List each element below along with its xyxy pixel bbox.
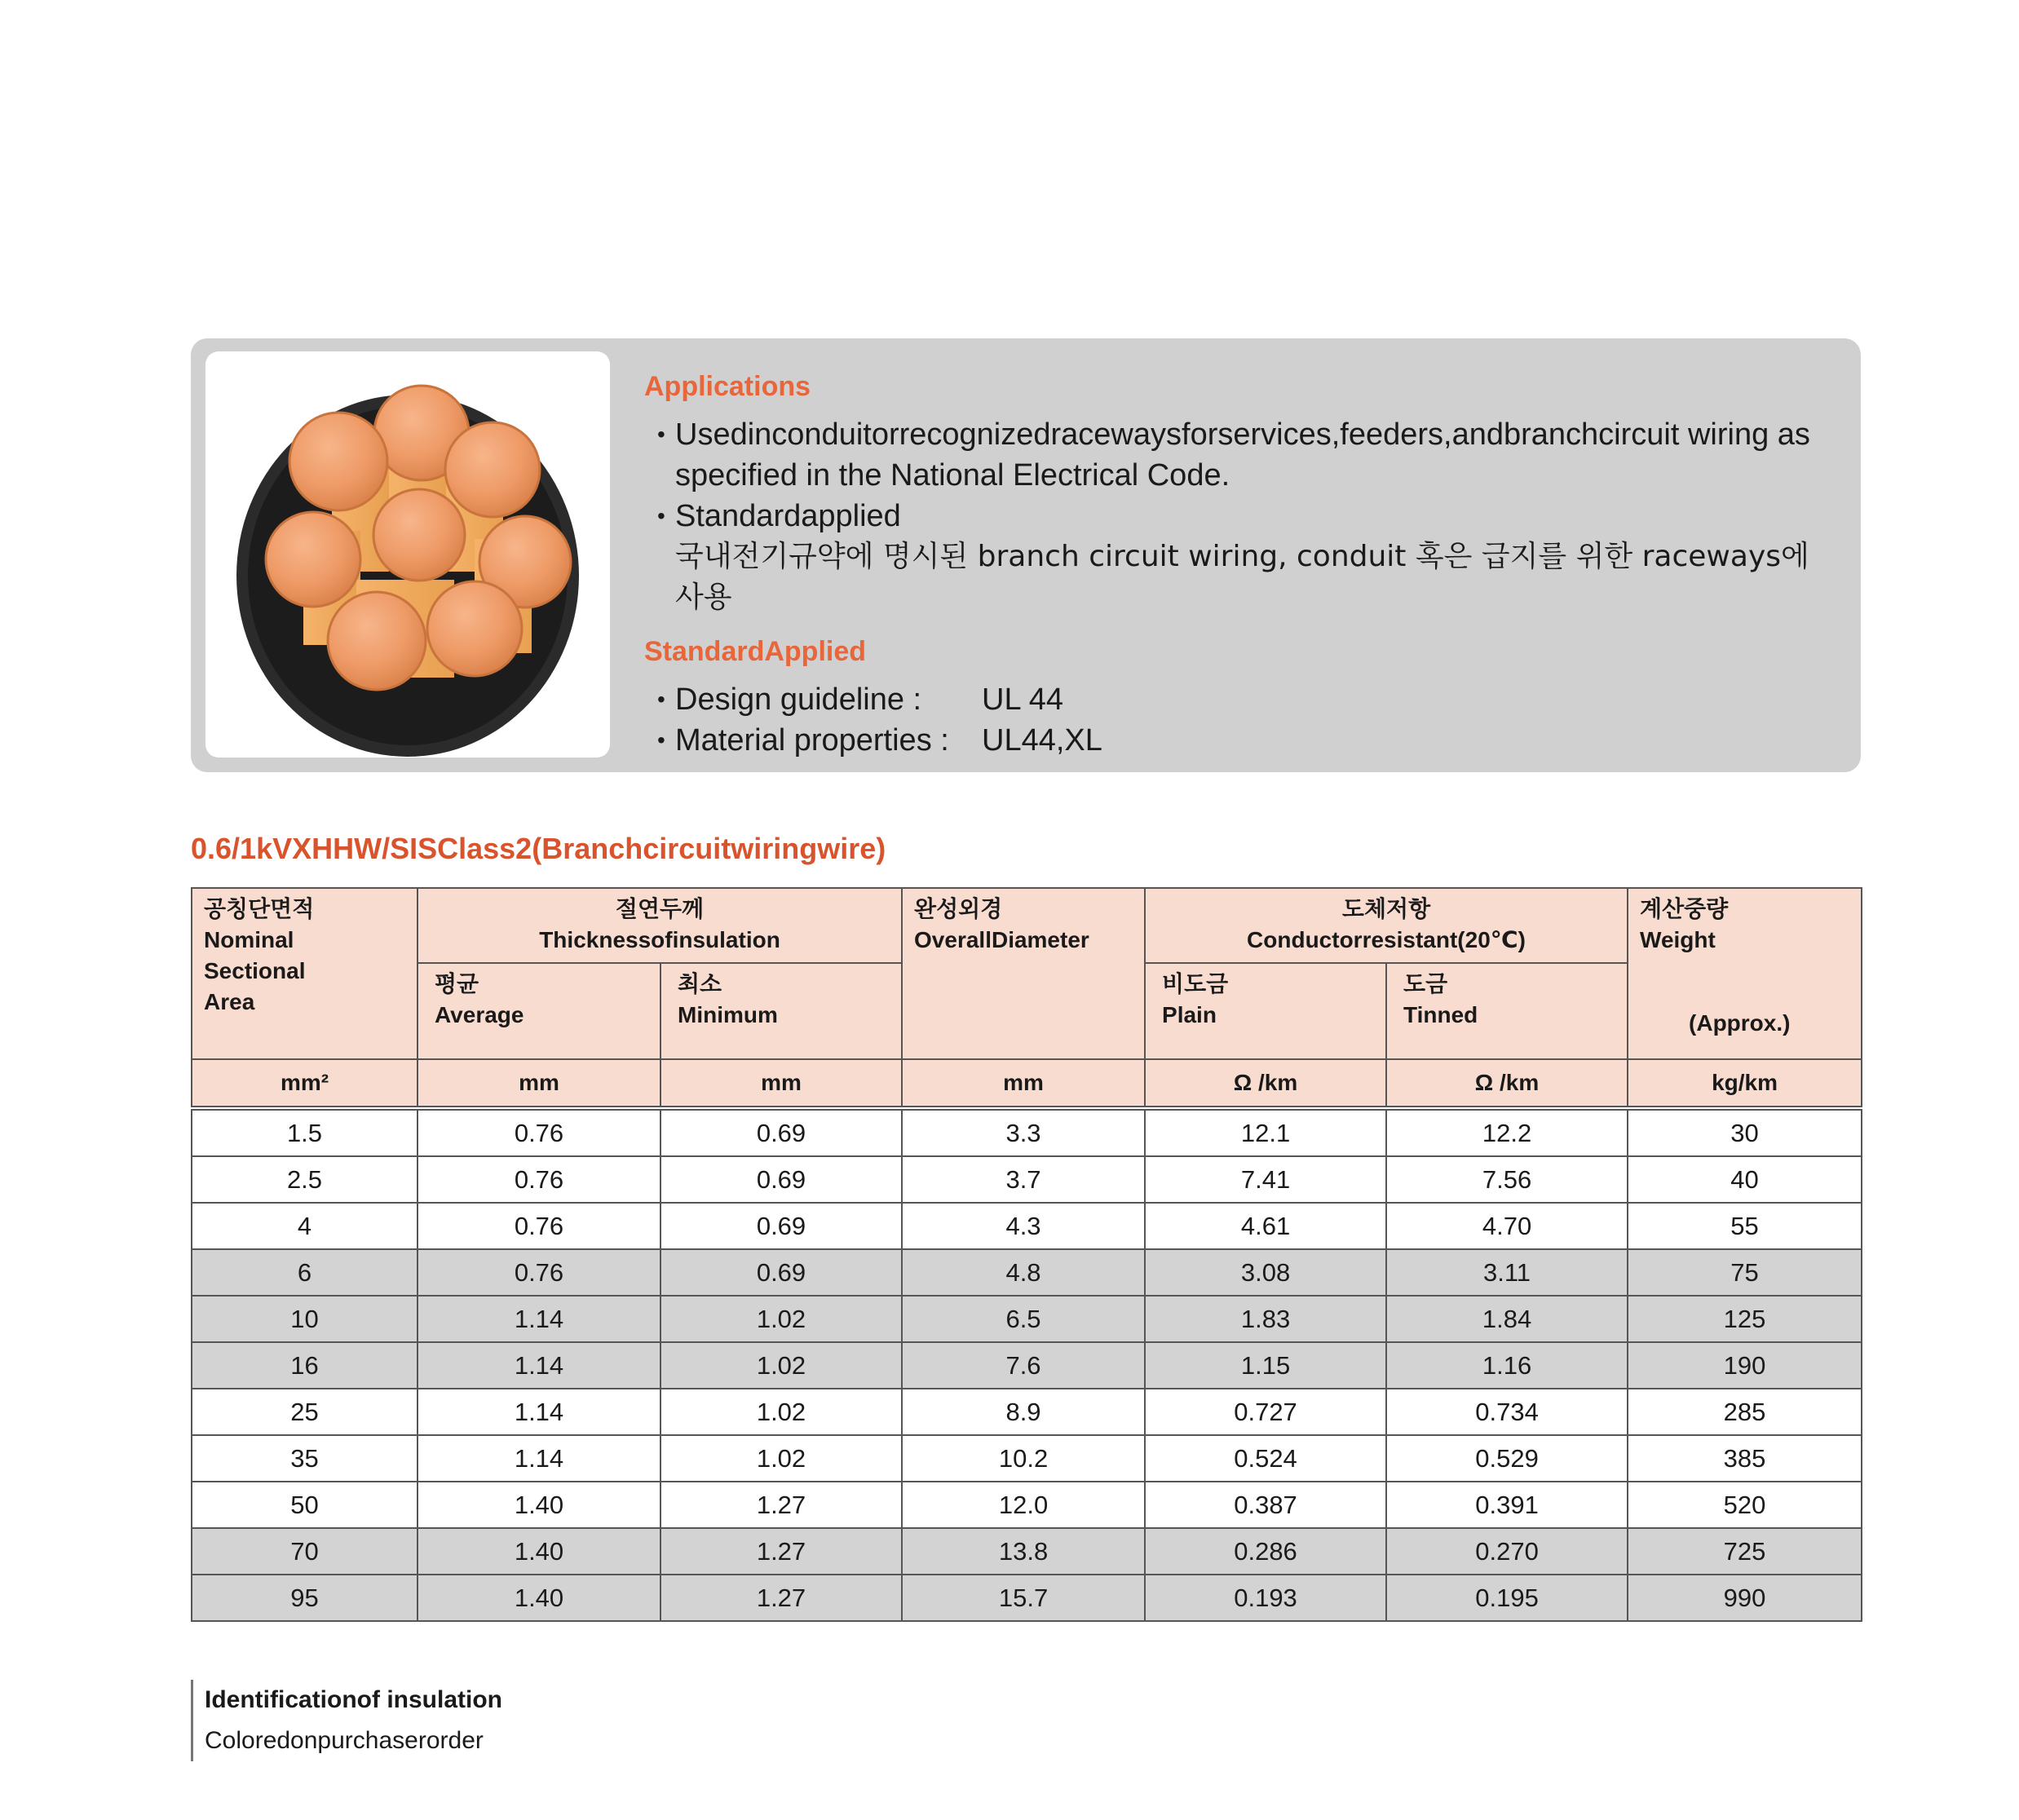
table-cell: 3.7 [902, 1156, 1145, 1203]
table-row [192, 1203, 1862, 1249]
table-cell: 1.40 [417, 1482, 660, 1528]
table-cell: 1.02 [660, 1389, 902, 1435]
table-cell: 285 [1628, 1389, 1862, 1435]
table-cell: 1.14 [417, 1342, 660, 1389]
header-insulation-en: Thicknessofinsulation [539, 927, 780, 952]
header-minimum-ko: 최소 [678, 971, 722, 996]
info-panel [191, 338, 1861, 772]
table-title: 0.6/1kVXHHW/SISClass2(Branchcircuitwiringwire) [191, 832, 886, 865]
header-insulation [417, 888, 902, 963]
unit-cell: kg/km [1628, 1059, 1862, 1107]
standard-row [657, 720, 1843, 761]
header-weight-ko: 계산중량 [1640, 896, 1729, 921]
application-bullet: • Standardapplied [657, 496, 1843, 537]
unit-cell: mm² [192, 1059, 417, 1107]
unit-cell: mm [660, 1059, 902, 1107]
application-bullet: • Usedinconduitorrecognizedracewaysforservices,feeders,andbranchcircuit wiring as specified in the National Electrical Code. [657, 414, 1843, 496]
cable-illustration [205, 351, 610, 758]
table-cell: 0.529 [1386, 1435, 1628, 1482]
table-cell: 10.2 [902, 1435, 1145, 1482]
table-cell: 0.387 [1145, 1482, 1386, 1528]
unit-cell: mm [902, 1059, 1145, 1107]
info-text [644, 371, 1843, 761]
table-cell: 990 [1628, 1575, 1862, 1621]
table-cell: 0.69 [660, 1249, 902, 1296]
standard-title: StandardApplied [644, 636, 867, 667]
unit-cell: mm [417, 1059, 660, 1107]
identification-block [191, 1680, 502, 1761]
table-cell: 6.5 [902, 1296, 1145, 1342]
table-cell: 385 [1628, 1435, 1862, 1482]
unit-cell: Ω /km [1386, 1059, 1628, 1107]
table-cell: 7.6 [902, 1342, 1145, 1389]
table-cell: 0.195 [1386, 1575, 1628, 1621]
table-cell: 8.9 [902, 1389, 1145, 1435]
standard-label: • Material properties : [675, 723, 949, 758]
table-cell: 0.69 [660, 1203, 902, 1249]
table-row [192, 1528, 1862, 1575]
table-cell: 12.1 [1145, 1110, 1386, 1156]
table-cell: 1.02 [660, 1435, 902, 1482]
table-body [192, 1107, 1862, 1621]
header-diameter [902, 888, 1145, 1059]
identification-title: Identificationof insulation [205, 1686, 502, 1713]
table-cell: 1.14 [417, 1389, 660, 1435]
table-cell: 2.5 [192, 1156, 417, 1203]
table-cell: 0.69 [660, 1110, 902, 1156]
table-cell: 0.734 [1386, 1389, 1628, 1435]
unit-cell: Ω /km [1145, 1059, 1386, 1107]
header-plain-en: Plain [1162, 1002, 1217, 1027]
header-weight-note: (Approx.) [1689, 1010, 1791, 1036]
header-weight-en: Weight [1640, 927, 1716, 952]
table-cell: 125 [1628, 1296, 1862, 1342]
header-resistance-en: Conductorresistant(20℃) [1247, 927, 1526, 952]
table-cell: 0.524 [1145, 1435, 1386, 1482]
table-cell: 12.2 [1386, 1110, 1628, 1156]
table-cell: 6 [192, 1249, 417, 1296]
table-cell: 1.27 [660, 1482, 902, 1528]
table-cell: 16 [192, 1342, 417, 1389]
table-cell: 520 [1628, 1482, 1862, 1528]
table-cell: 1.14 [417, 1435, 660, 1482]
header-area [192, 888, 417, 1059]
table-cell: 0.270 [1386, 1528, 1628, 1575]
cable-cross-section-image [205, 351, 610, 758]
table-row [192, 1296, 1862, 1342]
table-cell: 55 [1628, 1203, 1862, 1249]
table-cell: 25 [192, 1389, 417, 1435]
table-cell: 1.02 [660, 1296, 902, 1342]
table-cell: 1.27 [660, 1528, 902, 1575]
table-cell: 7.41 [1145, 1156, 1386, 1203]
table-cell: 1.14 [417, 1296, 660, 1342]
table-cell: 50 [192, 1482, 417, 1528]
standard-value: UL44,XL [982, 723, 1102, 758]
standard-row [657, 679, 1843, 720]
table-cell: 15.7 [902, 1575, 1145, 1621]
table-cell: 725 [1628, 1528, 1862, 1575]
header-tinned-en: Tinned [1403, 1002, 1478, 1027]
table-cell: 0.193 [1145, 1575, 1386, 1621]
header-average-ko: 평균 [435, 971, 479, 996]
table-row [192, 1156, 1862, 1203]
table-cell: 30 [1628, 1110, 1862, 1156]
table-cell: 70 [192, 1528, 417, 1575]
table-cell: 1.16 [1386, 1342, 1628, 1389]
header-tinned-ko: 도금 [1403, 971, 1448, 996]
table-cell: 0.76 [417, 1249, 660, 1296]
korean-note: 국내전기규약에 명시된 branch circuit wiring, conduit 혹은 급지를 위한 raceways에 사용 [675, 540, 1809, 614]
table-cell: 190 [1628, 1342, 1862, 1389]
header-insulation-ko: 절연두께 [615, 896, 705, 921]
table-cell: 1.15 [1145, 1342, 1386, 1389]
table-cell: 13.8 [902, 1528, 1145, 1575]
standard-value: UL 44 [982, 682, 1063, 717]
header-average-en: Average [435, 1002, 524, 1027]
table-cell: 4.8 [902, 1249, 1145, 1296]
table-cell: 4 [192, 1203, 417, 1249]
table-cell: 3.08 [1145, 1249, 1386, 1296]
identification-text: Coloredonpurchaserorder [205, 1727, 484, 1754]
table-cell: 7.56 [1386, 1156, 1628, 1203]
header-resistance [1145, 888, 1628, 963]
header-diameter-en: OverallDiameter [914, 927, 1089, 952]
table-cell: 95 [192, 1575, 417, 1621]
table-cell: 1.02 [660, 1342, 902, 1389]
table-cell: 4.61 [1145, 1203, 1386, 1249]
header-plain-ko: 비도금 [1162, 971, 1229, 996]
table-cell: 0.69 [660, 1156, 902, 1203]
spec-table [191, 887, 1862, 1622]
table-cell: 3.11 [1386, 1249, 1628, 1296]
table-cell: 10 [192, 1296, 417, 1342]
header-minimum-en: Minimum [678, 1002, 778, 1027]
table-row [192, 1342, 1862, 1389]
table-cell: 40 [1628, 1156, 1862, 1203]
table-cell: 12.0 [902, 1482, 1145, 1528]
header-weight [1628, 888, 1862, 1059]
table-row [192, 1389, 1862, 1435]
table-row [192, 1249, 1862, 1296]
table-cell: 0.391 [1386, 1482, 1628, 1528]
header-area-en: Nominal Sectional Area [204, 927, 306, 1014]
table-row [192, 1482, 1862, 1528]
header-average [417, 963, 660, 1059]
table-cell: 0.76 [417, 1110, 660, 1156]
header-diameter-ko: 완성외경 [914, 896, 1003, 921]
table-cell: 0.76 [417, 1156, 660, 1203]
table-cell: 0.286 [1145, 1528, 1386, 1575]
table-cell: 3.3 [902, 1110, 1145, 1156]
table-cell: 1.40 [417, 1528, 660, 1575]
header-plain [1145, 963, 1386, 1059]
table-cell: 1.84 [1386, 1296, 1628, 1342]
table-cell: 1.40 [417, 1575, 660, 1621]
table-cell: 75 [1628, 1249, 1862, 1296]
table-cell: 35 [192, 1435, 417, 1482]
table-row [192, 1110, 1862, 1156]
table-cell: 1.27 [660, 1575, 902, 1621]
table-cell: 4.3 [902, 1203, 1145, 1249]
table-cell: 4.70 [1386, 1203, 1628, 1249]
table-row [192, 1575, 1862, 1621]
table-row [192, 1435, 1862, 1482]
header-resistance-ko: 도체저항 [1341, 896, 1431, 921]
table-cell: 0.727 [1145, 1389, 1386, 1435]
header-minimum [660, 963, 902, 1059]
table-cell: 1.5 [192, 1110, 417, 1156]
standard-label: • Design guideline : [675, 682, 922, 717]
applications-title: Applications [644, 371, 811, 402]
table-cell: 0.76 [417, 1203, 660, 1249]
header-area-ko: 공칭단면적 [204, 896, 315, 921]
header-tinned [1386, 963, 1628, 1059]
table-cell: 1.83 [1145, 1296, 1386, 1342]
